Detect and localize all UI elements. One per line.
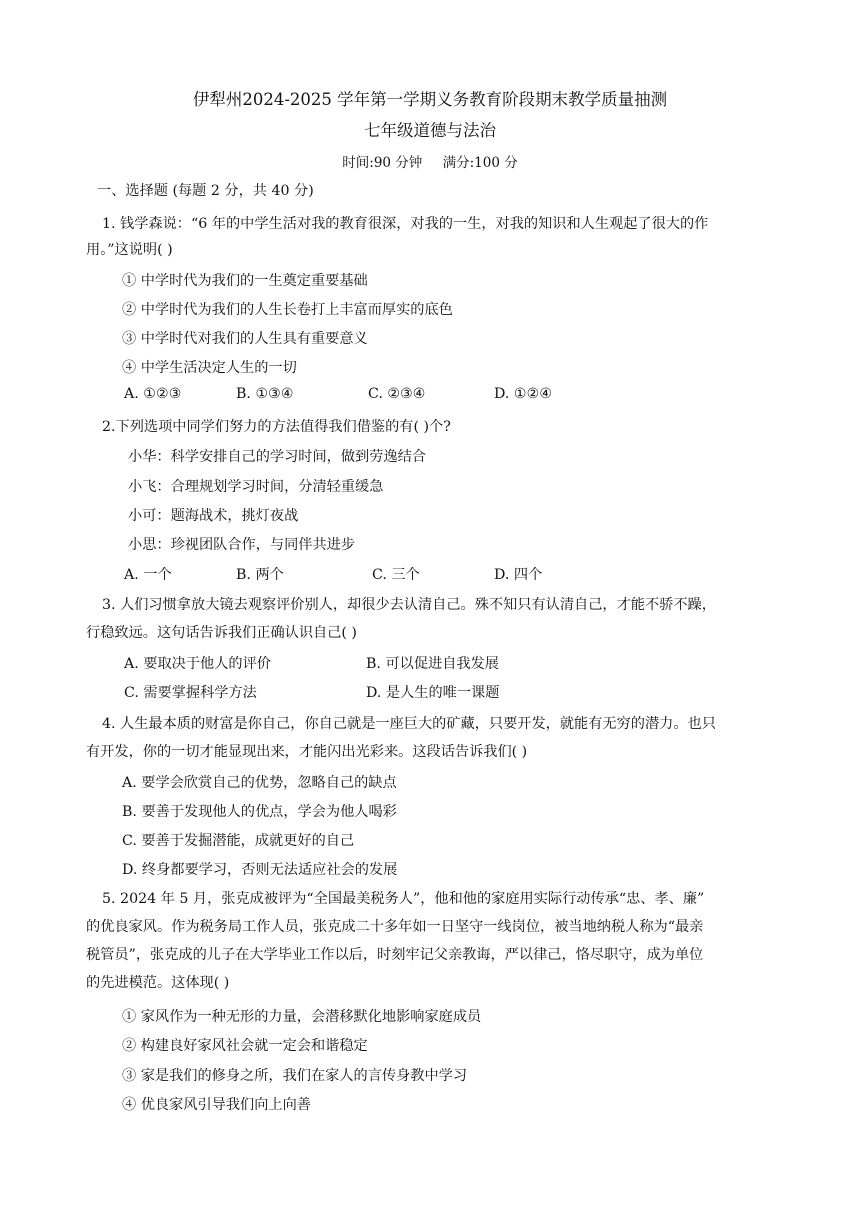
q1-option-c: C. ②③④ bbox=[368, 386, 426, 402]
q4-stem-line2: 有开发，你的一切才能显现出来，才能闪出光彩来。这段话告诉我们( ) bbox=[86, 744, 528, 760]
q5-item-1: ① 家风作为一种无形的力量，会潜移默化地影响家庭成员 bbox=[122, 1009, 482, 1025]
q4-option-c: C. 要善于发掘潜能，成就更好的自己 bbox=[122, 833, 355, 849]
q1-option-d: D. ①②④ bbox=[494, 386, 553, 402]
q3-option-a: A. 要取决于他人的评价 bbox=[124, 656, 271, 672]
exam-title: 伊犁州2024-2025 学年第一学期义务教育阶段期末教学质量抽测 bbox=[192, 90, 668, 109]
time-limit: 时间:90 分钟 bbox=[342, 155, 423, 171]
q5-stem-line2: 的优良家风。作为税务局工作人员，张克成二十多年如一日坚守一线岗位，被当地纳税人称为“最亲 bbox=[86, 919, 704, 935]
q3-option-d: D. 是人生的唯一课题 bbox=[366, 685, 500, 701]
q3-stem-line2: 行稳致远。这句话告诉我们正确认识自己( ) bbox=[86, 625, 357, 641]
exam-meta bbox=[0, 151, 860, 171]
q4-option-a: A. 要学会欣赏自己的优势，忽略自己的缺点 bbox=[122, 775, 397, 791]
q1-stem-line1: 1. 钱学森说：“6 年的中学生活对我的教育很深，对我的一生，对我的知识和人生观起了很大的作 bbox=[102, 216, 709, 232]
section-heading: 一、选择题 (每题 2 分，共 40 分) bbox=[97, 183, 314, 199]
q5-stem-line1: 5. 2024 年 5 月，张克成被评为“全国最美税务人”，他和他的家庭用实际行动传承“忠、孝、廉” bbox=[102, 891, 705, 907]
q2-item-4: 小思：珍视团队合作，与同伴共进步 bbox=[128, 537, 356, 553]
q2-option-c: C. 三个 bbox=[372, 567, 420, 583]
q2-item-1: 小华：科学安排自己的学习时间，做到劳逸结合 bbox=[128, 449, 426, 465]
q2-item-2: 小飞：合理规划学习时间，分清轻重缓急 bbox=[128, 479, 384, 495]
q3-option-c: C. 需要掌握科学方法 bbox=[124, 685, 257, 701]
q1-item-3: ③ 中学时代对我们的人生具有重要意义 bbox=[122, 331, 368, 347]
q1-option-b: B. ①③④ bbox=[236, 386, 294, 402]
q2-option-a: A. 一个 bbox=[124, 567, 172, 583]
q1-item-2: ② 中学时代为我们的人生长卷打上丰富而厚实的底色 bbox=[122, 302, 453, 318]
q3-option-b: B. 可以促进自我发展 bbox=[366, 656, 499, 672]
q5-item-4: ④ 优良家风引导我们向上向善 bbox=[122, 1097, 311, 1113]
q2-item-3: 小可：题海战术，挑灯夜战 bbox=[128, 508, 299, 524]
q5-item-3: ③ 家是我们的修身之所，我们在家人的言传身教中学习 bbox=[122, 1068, 468, 1084]
subject-title: 七年级道德与法治 bbox=[364, 121, 496, 140]
q1-option-a: A. ①②③ bbox=[124, 386, 182, 402]
q1-stem-line2: 用。”这说明( ) bbox=[86, 242, 173, 258]
total-score: 满分:100 分 bbox=[442, 155, 518, 171]
q2-stem: 2.下列选项中同学们努力的方法值得我们借鉴的有( )个? bbox=[102, 419, 451, 435]
q4-option-b: B. 要善于发现他人的优点，学会为他人喝彩 bbox=[122, 804, 397, 820]
q4-option-d: D. 终身都要学习，否则无法适应社会的发展 bbox=[122, 862, 398, 878]
q1-item-4: ④ 中学生活决定人生的一切 bbox=[122, 360, 297, 376]
q5-stem-line4: 的先进模范。这体现( ) bbox=[86, 975, 230, 991]
q4-stem-line1: 4. 人生最本质的财富是你自己，你自己就是一座巨大的矿藏，只要开发，就能有无穷的潜力。也只 bbox=[102, 716, 716, 732]
q2-option-b: B. 两个 bbox=[236, 567, 284, 583]
q1-item-1: ① 中学时代为我们的一生奠定重要基础 bbox=[122, 273, 368, 289]
q5-item-2: ② 构建良好家风社会就一定会和谐稳定 bbox=[122, 1038, 368, 1054]
q5-stem-line3: 税管员”，张克成的儿子在大学毕业工作以后，时刻牢记父亲教诲，严以律己，恪尽职守，成为单位 bbox=[86, 947, 704, 963]
q2-option-d: D. 四个 bbox=[494, 567, 543, 583]
q3-stem-line1: 3. 人们习惯拿放大镜去观察评价别人，却很少去认清自己。殊不知只有认清自己，才能不骄不躁， bbox=[102, 597, 716, 613]
